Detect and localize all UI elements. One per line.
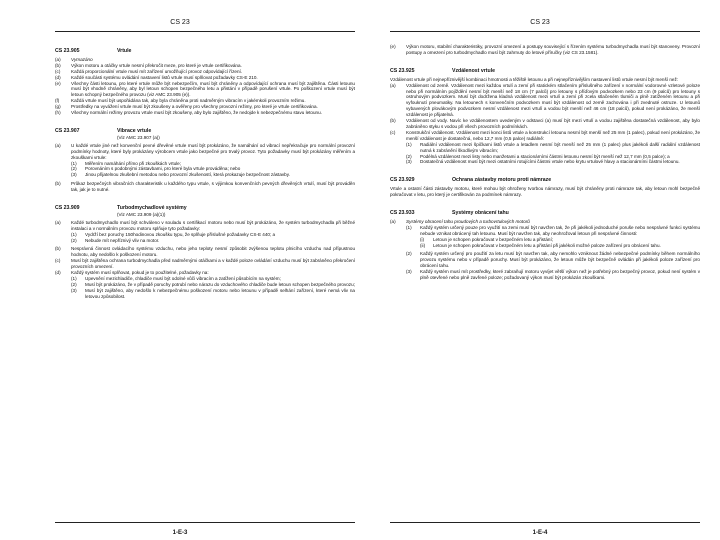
item-text: Každé součásti systému ovládání nastavení listů vrtule musí splňovat požadavky CS-E 210.: [71, 74, 258, 80]
section-title: Ochrana zástavby motoru proti námraze: [452, 177, 552, 184]
list-item: [406, 251, 700, 269]
item-text: Každý systém musí splňovat, pokud je to použitelné, požadavky na:: [71, 270, 209, 276]
left-running-header: CS 23: [170, 19, 190, 26]
item-label: (3): [406, 269, 412, 275]
item-text: Musí být prokázáno, že v případě poruchy potrubí nebo nárazu do vzduchového chladiče bude letoun schopen bezpečného provozu;: [85, 281, 355, 287]
item-label: (b): [55, 62, 61, 68]
item-label: (c): [55, 68, 61, 74]
right-column: [390, 44, 700, 281]
section-number: CS 23.909: [55, 205, 80, 212]
item-text: Vzdálenost od vody. Navíc ke vzdálenostem uvedeným v odstavci (a) musí být mezi vrtulí a vodou zajištěna dostatečná vzdálenost, aby bylo zabráněno styku s vodou při všech provozních podmínkách.: [406, 118, 700, 129]
section-heading: [390, 211, 700, 217]
item-label: (h): [55, 110, 61, 116]
item-label: (2): [71, 237, 77, 243]
item-label: (e): [390, 44, 396, 49]
right-folio: 1-E-4: [532, 530, 548, 536]
item-text: Vymazáno: [71, 56, 93, 62]
list-item: [406, 225, 700, 237]
item-text: Prostředky na vyvážení vrtule musí být zkoušeny a ověřeny pro všechny provozní režimy, pro které je vrtule certifikována.: [71, 104, 318, 110]
item-text: Letoun je schopen pokračovat v bezpečném letu a přistání při jakékoli možné poloze zařízení pro obrácení tahu.: [433, 242, 661, 248]
item-label: (1): [406, 224, 412, 230]
left-column: [55, 44, 355, 300]
left-footer-rule: [55, 522, 355, 523]
list-item: [55, 220, 355, 232]
item-text: Každý systém určený pro použití za letu musí být navržen tak, aby nemohlo vzniknout žádné nebezpečné podmínky během normálního provozu systému nebo v případě poruchy. Musí být prokázáno, že letoun může být bezpečně ovládán při jakékoli poloze zařízení pro obrácení tahu.: [420, 251, 700, 269]
list-item: [406, 269, 700, 281]
item-label: (2): [406, 251, 412, 257]
item-text: Vydrží bez poruchy 150hodinovou zkoušku typu, že splňuje příslušné požadavky CS-E 440; a: [85, 231, 276, 237]
section-number: CS 23.907: [55, 127, 80, 134]
item-text: Všechny části letounu, pro které vrtule může být nebezpečím, musí být chráněny a odpovídající ochrana musí být zajištěna. Části letounu musí být vhodně chráněny, aby byl letoun schopen bezpečného letu a přistání v případě porušení vrtule. Po poškození vrtule musí být letoun schopný bezpečného provozu (viz AMC 23.905 (e)).: [71, 80, 355, 98]
section-subtitle: (Viz AMC 23.907 (a)): [117, 134, 160, 140]
section-title: Vzdálenost vrtule: [452, 67, 495, 74]
section-heading: [55, 49, 355, 55]
item-text: Vzdálenost od země. Vzdálenost mezi každou vrtulí a zemí při statickém stlačením příslušného zařízení v normální vodorovné vzletové poloze nebo při normálním pojíždění nesmí být menší než 18 cm (7 palců) pro letouny s příďovým podvozkem nebo 23 cm (9 palců) pro letouny s ostruhovým podvozkem. Musí být dodržena kladná vzdálenost mezi vrtulí a zemí při zcela stlačeném tlumiči a plně zatíženém letounu a při vyfouknutí pneumatiky. Na letounech s konvenčním podvozkem musí být vzdálenost od země zachována i při zvednuté ostruze. U letounů vybavených plovákovým podvozkem nesmí vzdálenost mezi vrtulí a vodou být menší než 46 cm (18 palců), pokud není prokázáno, že menší vzdálenost je přijatelná.: [406, 82, 700, 118]
item-text: Nebude mít nepříznivý vliv na motor.: [85, 237, 160, 243]
right-page: [360, 0, 720, 540]
item-label: (b): [55, 246, 61, 252]
section-heading: [55, 206, 355, 218]
item-text: Systémy obracení tahu proudových a turbovrtulových motorů: [406, 218, 530, 224]
item-text: U každé vrtule jiné než konvenční pevné dřevěné vrtule musí být prokázáno, že namáhání od vibrací nepřekračuje pro normální provozní podmínky hodnoty, které byly prokázány výrobcem vrtule jako bezpečné pro trvalý provoz. Tyto požadavky musí být prokázány měřením a zkouškami vrtule:: [71, 142, 355, 160]
item-text: Výkon motoru, stabilní charakteristiky, provozní omezení a postupy související s řízením systému turbodmychadla musí být stanoveny. Provozní postupy a omezení pro turbodmychadlo musí být zahrnuty do letové příručky (viz CS 23.1581).: [406, 44, 700, 55]
item-label: (c): [390, 129, 396, 135]
item-label: (3): [406, 159, 412, 165]
item-label: (i): [420, 236, 425, 242]
item-label: (c): [55, 258, 61, 264]
item-label: (1): [71, 231, 77, 237]
item-label: (ii): [420, 242, 426, 248]
item-label: (a): [55, 219, 61, 225]
item-text: Každý systém určený pouze pro využití na zemi musí být navržen tak, že při jakékoli jednoduché poruše nebo nesprávné funkci systému nebude vznikat obrácený tah letounu. Musí být navržen tak, aby neohrožoval letoun při nesprávné činnosti:: [420, 224, 700, 236]
item-text: Musí být zajištěno, aby nedošlo k nebezpečnému poškození motoru nebo letounu v případě selhání zařízení, které nemá vliv na letovou způsobilost.: [85, 287, 355, 299]
item-label: (1): [71, 276, 77, 281]
item-text: Průkaz bezpečných vibračních charakteristik u každého typu vrtule, s výjimkou konvenčních pevných dřevěných vrtulí, musí být prováděn tak, jak je to nutné.: [71, 181, 355, 193]
item-label: (d): [55, 270, 61, 276]
section-title: Turbodmychadlové systémy: [117, 205, 187, 212]
item-text: Radiální vzdálenost mezi špičkami listů vrtule a letadlem nesmí být menší než 25 mm (1 palec) plus jakékoli další radiální vzdálenost nutná k zabránění škodlivým vibracím;: [420, 141, 700, 153]
item-text: Výkon motoru a otáčky vrtule nesmí překročit meze, pro které je vrtule certifikována.: [71, 62, 242, 68]
section-title: Systémy obrácení tahu: [452, 210, 509, 217]
left-header-rule: [55, 31, 355, 32]
list-item: [55, 143, 355, 161]
item-label: (a): [55, 56, 61, 62]
section-heading: [390, 69, 700, 75]
item-text: Porovnáním s podobnými zástavbami, pro které byla vrtule prováděna; nebo: [85, 166, 241, 172]
list-item: [390, 130, 700, 142]
right-running-header: CS 23: [530, 19, 550, 26]
list-item: [55, 81, 355, 99]
list-item: [71, 238, 355, 244]
item-label: (b): [390, 118, 396, 124]
item-text: Každé turbodmychadlo musí být schváleno v souladu s certifikací motoru nebo musí být prokázáno, že systém turbodmychadla při běžné instalaci a v normálním provozu motoru splňuje tyto požadavky:: [71, 219, 355, 231]
list-item: [71, 172, 355, 178]
item-label: (b): [55, 181, 61, 187]
section-number: CS 23.925: [390, 67, 415, 74]
item-label: (a): [390, 218, 396, 224]
item-label: (e): [55, 80, 61, 86]
list-item: [55, 110, 355, 116]
item-text: Jinou přijatelnou zkušební metodou nebo provozní zkušeností, která prokazuje bezpečnost zástavby.: [85, 172, 290, 178]
item-label: (2): [406, 153, 412, 159]
list-item: [71, 288, 355, 300]
item-text: Všechny normální režimy provozu vrtule musí být zkoušeny, aby bylo zajištěno, že nedojde k nebezpečnému stavu letounu.: [71, 110, 322, 116]
section-lead: Vzdálenost vrtule při nejnepříznivější kombinaci hmotnosti a těžiště letounu a při nejnepříznivějším nastavení listů vrtule nesmí být menší než:: [390, 76, 679, 82]
item-label: (2): [71, 281, 77, 287]
item-label: (d): [55, 74, 61, 80]
item-text: Upevnění mezichladiče, chladiče musí být odolné vůči vibracím a zatížení působícím na systém;: [85, 276, 281, 281]
section-lead: Vrtule a ostatní části zástavby motoru, které mohou být ohroženy tvorbou námrazy, musí být chráněny proti námraze tak, aby letoun mohl bezpečně pokračovat v letu, pro který je certifikován za podmínek námrazy.: [390, 186, 700, 198]
item-text: Měřením namáhání přímo při zkouškách vrtule;: [85, 160, 181, 166]
section-subtitle: (Viz AMC 23.909 (a)(1)): [117, 211, 166, 217]
section-number: CS 23.933: [390, 210, 415, 217]
section-title: Vibrace vrtule: [117, 127, 152, 134]
section-number: CS 23.905: [55, 48, 80, 54]
section-heading: [390, 178, 700, 184]
item-text: Musí být zajištěna ochrana turbodmychadla před nadměrnými otáčkami a v každé poloze ovládání vzduchu musí být zabráněno překročení provozních omezení.: [71, 258, 355, 270]
list-item: [390, 44, 700, 56]
list-item: [406, 142, 700, 154]
item-label: (1): [71, 160, 77, 166]
item-label: (2): [71, 166, 77, 172]
left-folio: 1-E-3: [172, 530, 188, 536]
item-text: Každý systém musí mít prostředky, které zabraňují motoru vyvíjet větší výkon než je potřebný pro bezpečný provoz, pokud není systém v plně otevřené nebo plně zavřené poloze; požadovaný výkon musí být prokázán zkouškami.: [420, 269, 700, 281]
list-item: [55, 246, 355, 258]
item-text: Konstrukční vzdálenost. Vzdálenost mezi konci listů vrtule a konstrukcí letounu nesmí být menší než 25 mm (1 palec), pokud není prokázáno, že menší vzdálenost je dostatečná, nebo 12,7 mm (0,5 palce) radiálně:: [406, 129, 700, 141]
item-text: Letoun je schopen pokračovat v bezpečném letu a přistání;: [433, 236, 554, 242]
item-text: Podélná vzdálenost mezi listy nebo manžetami a stacionárními částmi letounu nesmí být menší než 12,7 mm (0,5 palce); a: [420, 153, 670, 159]
list-item: [420, 243, 700, 249]
item-label: (a): [55, 142, 61, 148]
item-label: (3): [71, 172, 77, 178]
item-text: Každá vrtule musí být uspořádána tak, aby byla chráněna proti nadměrným vibracím v jakémkoli provozním režimu.: [71, 98, 306, 104]
right-footer-rule: [390, 522, 700, 523]
item-text: Nesprávná činnost ovládacího systému vzduchu, nebo jeho teploty nesmí způsobit zvýšenou teplotu plnicího vzduchu nad přípustnou hodnotu, aby nedošlo k poškození motoru.: [71, 246, 355, 258]
item-label: (3): [71, 287, 77, 293]
list-item: [55, 258, 355, 270]
item-text: Každá proporcionální vrtule musí mít zařízení umožňující provoz odpovídající řízení.: [71, 68, 243, 74]
list-item: [406, 159, 700, 165]
section-heading: [55, 129, 355, 141]
list-item: [55, 181, 355, 193]
right-header-rule: [390, 31, 700, 32]
section-title: Vrtule: [117, 48, 132, 54]
item-text: Dostatečná vzdálenost musí být mezi ostatními rotujícími částmi vrtule nebo krytu vrtulové hlavy a stacionárními částmi letounu.: [420, 159, 680, 165]
item-label: (1): [406, 141, 412, 147]
list-item: [390, 83, 700, 118]
item-label: (f): [55, 98, 60, 104]
list-item: [390, 118, 700, 130]
item-label: (g): [55, 104, 61, 110]
section-number: CS 23.929: [390, 177, 415, 184]
item-label: (a): [390, 82, 396, 88]
